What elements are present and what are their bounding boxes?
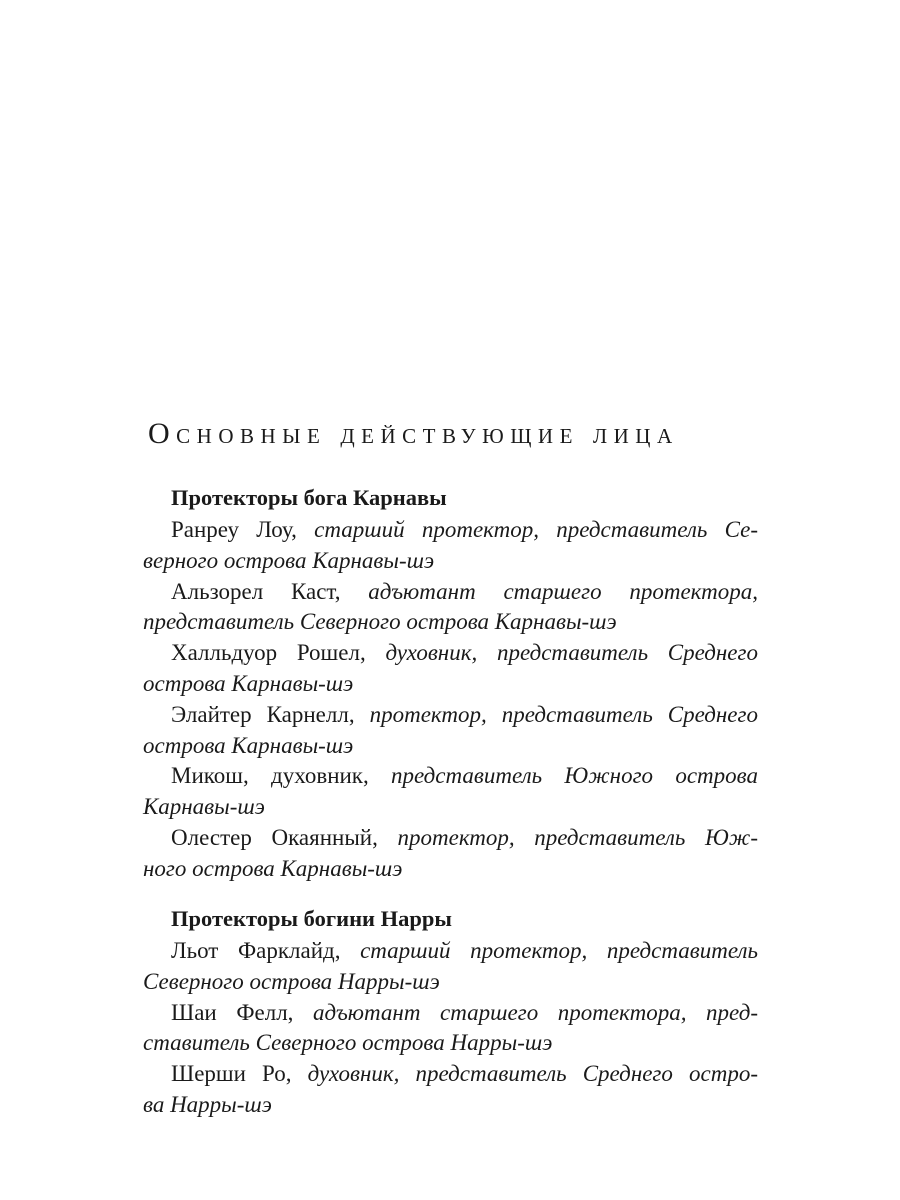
character-role: острова Карнавы-шэ	[143, 732, 354, 758]
entry-line	[143, 998, 758, 1029]
section-title: Протекторы бога Карнавы	[171, 485, 447, 510]
character-role: адъютант старшего протектора,	[340, 578, 758, 604]
character-role: Карнавы-шэ	[143, 794, 265, 820]
character-role: ва Нарры-шэ	[143, 1091, 272, 1117]
character-name: Альзорел Каст,	[171, 578, 341, 604]
entry-line	[143, 1028, 758, 1059]
character-role: верного острова Карнавы-шэ	[143, 547, 435, 573]
character-role: представитель Северного острова Карнавы-шэ	[143, 609, 617, 635]
character-role: представитель Южного острова	[368, 763, 758, 789]
entry-line	[143, 669, 758, 700]
character-role: старший протектор, представитель	[340, 938, 758, 963]
entry-line	[143, 731, 758, 762]
character-name: Олестер Окаянный,	[171, 824, 378, 850]
character-role: старший протектор, представитель Се-	[296, 517, 758, 542]
character-role: духовник, представитель Среднего остро-	[291, 1061, 758, 1087]
entry-line	[143, 936, 758, 967]
character-name: Шаи Фелл,	[171, 999, 294, 1025]
character-name: Халльдуор Рошел,	[171, 640, 366, 666]
entry-line	[143, 1059, 758, 1090]
character-name: Микош, духовник,	[171, 763, 369, 789]
entry-line	[143, 1090, 758, 1121]
character-name: Шерши Ро,	[171, 1061, 292, 1087]
entry-line	[143, 967, 758, 998]
character-role: адъютант старшего протектора, пред-	[293, 999, 758, 1025]
section-narra	[143, 902, 758, 1121]
section-carnava	[143, 481, 758, 885]
character-role: ставитель Северного острова Нарры-шэ	[143, 1030, 553, 1056]
character-role: Северного острова Нарры-шэ	[143, 968, 440, 994]
character-role: духовник, представитель Среднего	[365, 640, 758, 666]
entry-line	[143, 515, 758, 546]
entry-line	[143, 823, 758, 854]
entry-line	[143, 638, 758, 669]
section-title: Протекторы богини Нарры	[171, 906, 452, 931]
character-role: ного острова Карнавы-шэ	[143, 855, 403, 881]
character-role: протектор, представитель Среднего	[354, 701, 758, 727]
entry-line	[143, 607, 758, 638]
character-role: протектор, представитель Юж-	[377, 824, 758, 850]
character-name: Элайтер Карнелл,	[171, 701, 355, 727]
entry-line	[143, 761, 758, 792]
entry-line	[143, 546, 758, 577]
entry-line	[143, 700, 758, 731]
entry-line	[143, 792, 758, 823]
character-role: острова Карнавы-шэ	[143, 670, 354, 696]
entry-line	[143, 854, 758, 885]
page-heading: Основные действующие лица	[148, 417, 679, 450]
character-name: Льот Фарклайд,	[171, 938, 341, 963]
entry-line	[143, 577, 758, 608]
character-name: Ранреу Лоу,	[171, 517, 297, 542]
